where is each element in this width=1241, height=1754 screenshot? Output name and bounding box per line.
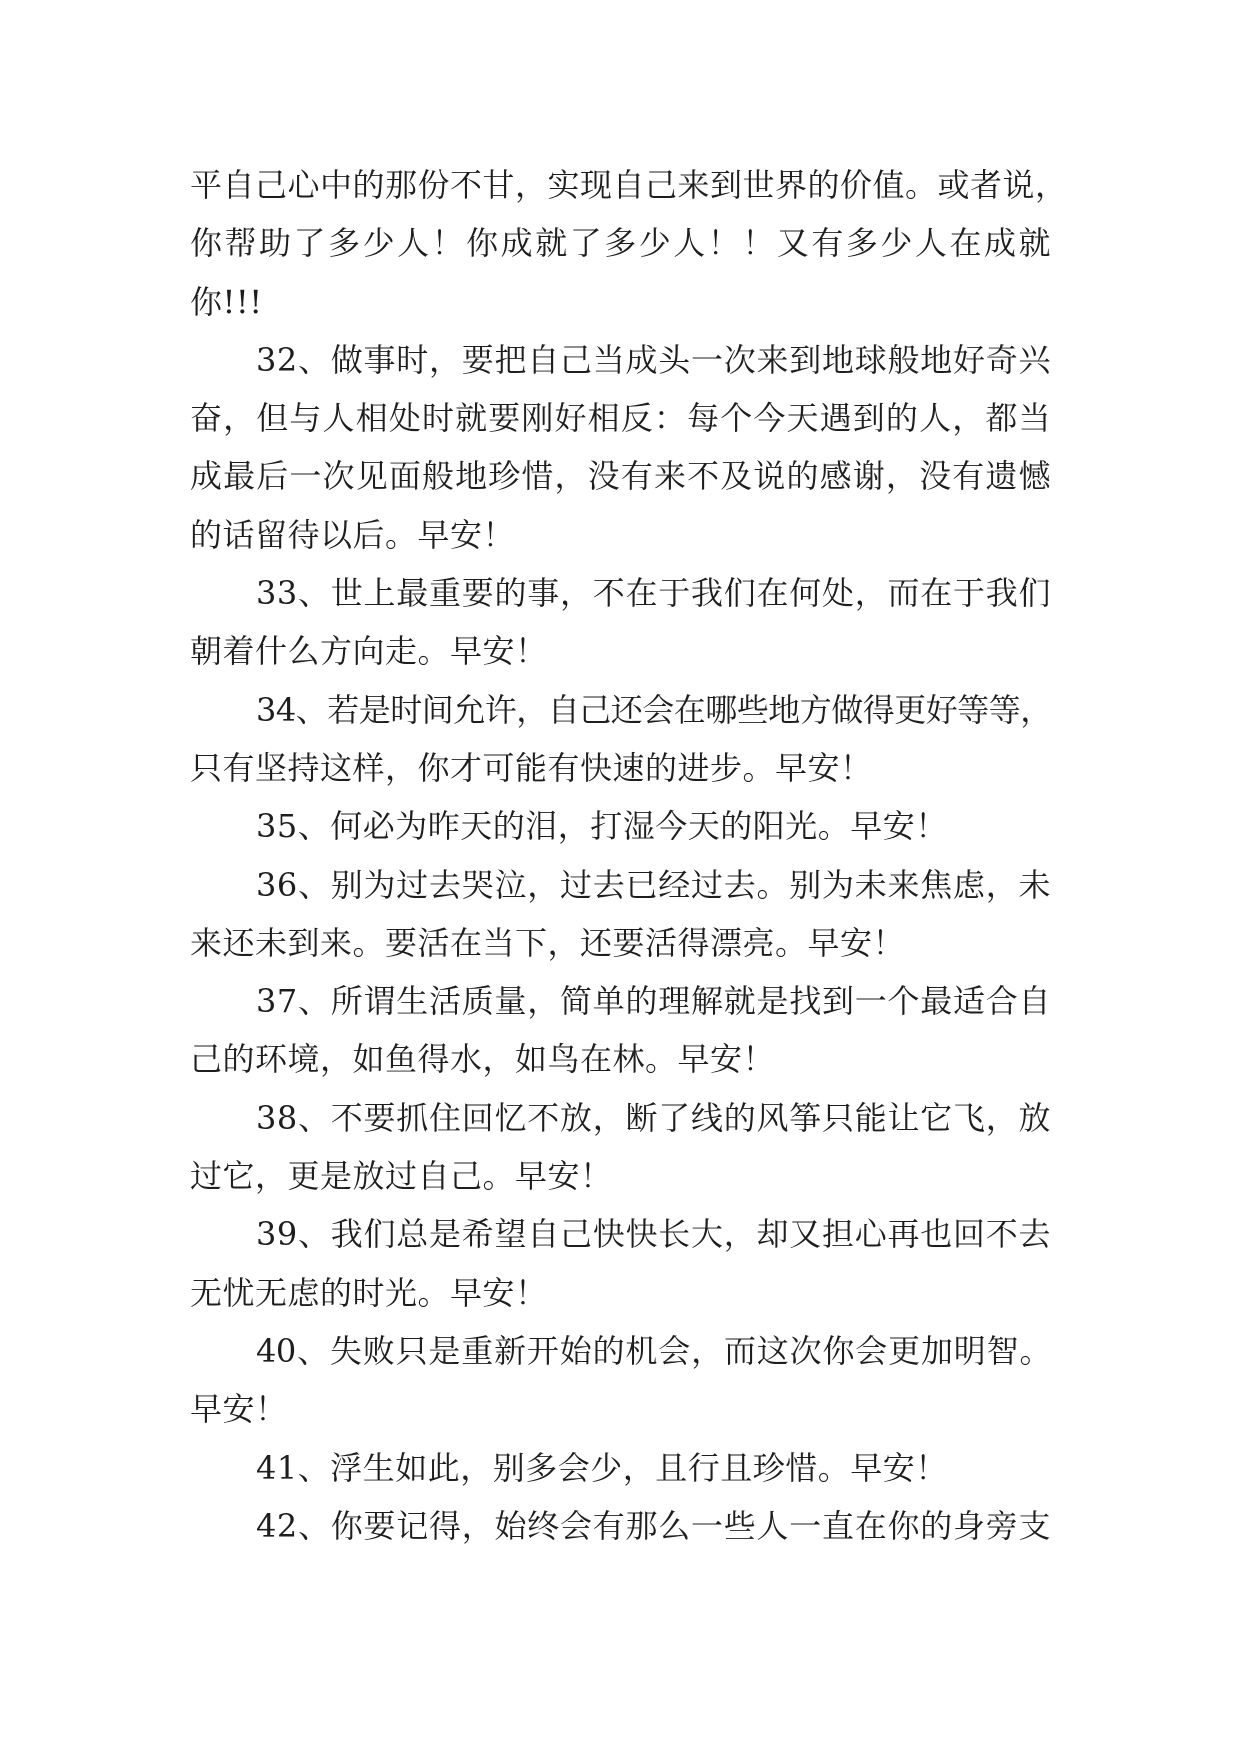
text-line: 成最后一次见面般地珍惜，没有来不及说的感谢，没有遗憾 xyxy=(190,457,1051,496)
paragraph-33 xyxy=(190,564,1051,681)
paragraph-40 xyxy=(190,1322,1051,1439)
text-line: 33、世上最重要的事，不在于我们在何处，而在于我们 xyxy=(256,574,1051,613)
text-line: 早安！ xyxy=(190,1390,288,1429)
text-line: 你帮助了多少人！你成就了多少人！！又有多少人在成就 xyxy=(190,224,1051,263)
text-line: 平自己心中的那份不甘，实现自己来到世界的价值。或者说， xyxy=(190,166,1068,204)
paragraph-42 xyxy=(190,1497,1051,1555)
text-line: 42、你要记得，始终会有那么一些人一直在你的身旁支 xyxy=(256,1506,1051,1545)
paragraph-36 xyxy=(190,856,1051,973)
text-line: 36、别为过去哭泣，过去已经过去。别为未来焦虑，未 xyxy=(256,865,1051,904)
text-line: 38、不要抓住回忆不放，断了线的风筝只能让它飞，放 xyxy=(256,1098,1051,1137)
paragraph-37 xyxy=(190,972,1051,1089)
text-line: 你!!! xyxy=(190,282,263,321)
paragraph-continued xyxy=(190,156,1068,331)
paragraph-34 xyxy=(190,681,1051,798)
text-line: 40、失败只是重新开始的机会，而这次你会更加明智。 xyxy=(256,1331,1051,1370)
paragraph-39 xyxy=(190,1205,1051,1322)
text-line: 只有坚持这样，你才可能有快速的进步。早安！ xyxy=(190,748,873,787)
text-line: 34、若是时间允许，自己还会在哪些地方做得更好等等， xyxy=(256,690,1052,729)
text-body xyxy=(190,156,1068,1555)
text-line: 41、浮生如此，别多会少，且行且珍惜。早安！ xyxy=(256,1448,948,1487)
paragraph-35 xyxy=(190,797,1051,855)
paragraph-41 xyxy=(190,1439,1051,1497)
text-line: 35、何必为昨天的泪，打湿今天的阳光。早安！ xyxy=(256,807,948,846)
text-line: 来还未到来。要活在当下，还要活得漂亮。早安！ xyxy=(190,923,906,962)
paragraph-38 xyxy=(190,1089,1051,1206)
text-line: 过它，更是放过自己。早安！ xyxy=(190,1157,613,1196)
text-line: 的话留待以后。早安！ xyxy=(190,515,516,554)
text-line: 32、做事时，要把自己当成头一次来到地球般地好奇兴 xyxy=(256,340,1051,379)
text-line: 己的环境，如鱼得水，如鸟在林。早安！ xyxy=(190,1040,776,1079)
paragraph-32 xyxy=(190,331,1051,564)
text-line: 无忧无虑的时光。早安！ xyxy=(190,1273,548,1312)
text-line: 39、我们总是希望自己快快长大，却又担心再也回不去 xyxy=(256,1215,1051,1254)
text-line: 奋，但与人相处时就要刚好相反：每个今天遇到的人，都当 xyxy=(190,399,1051,438)
text-line: 37、所谓生活质量，简单的理解就是找到一个最适合自 xyxy=(256,982,1051,1021)
text-line: 朝着什么方向走。早安！ xyxy=(190,632,548,671)
